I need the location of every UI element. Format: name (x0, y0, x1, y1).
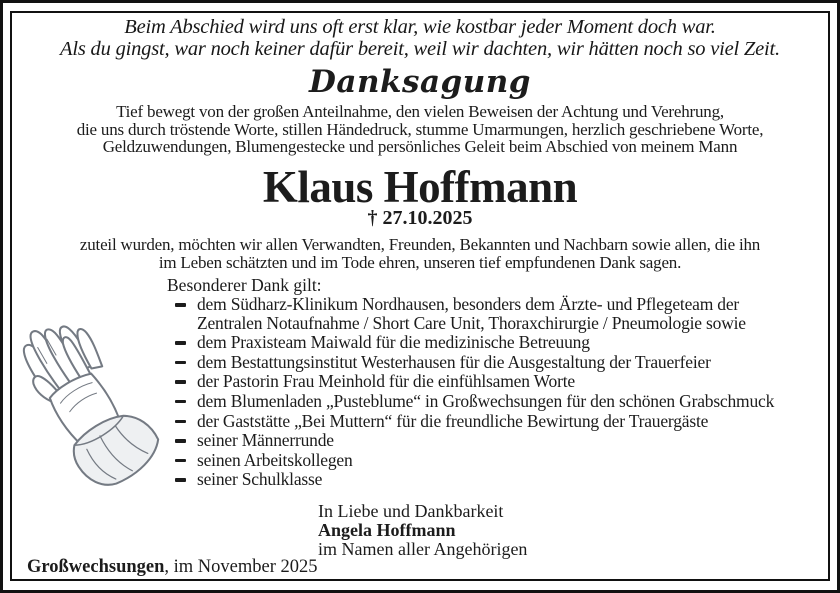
dash-bullet-icon (175, 303, 186, 307)
thanks-item (175, 470, 805, 489)
thanks-item-text: dem Blumenladen „Pusteblume“ in Großwechsungen für den schönen Grabschmuck (197, 390, 775, 411)
thanks-item-text: der Pastorin Frau Meinhold für die einfühlsamen Worte (197, 371, 575, 392)
thanks-item (175, 372, 805, 391)
dash-bullet-icon (175, 439, 186, 443)
signature-line-2: im Namen aller Angehörigen (318, 538, 528, 559)
thanks-item (175, 412, 805, 431)
verse-line-1: Beim Abschied wird uns oft erst klar, wie kostbar jeder Moment doch war. (124, 16, 716, 38)
special-thanks-heading: Besonderer Dank gilt: (167, 275, 322, 295)
intro-paragraph (0, 103, 840, 156)
dash-bullet-icon (175, 420, 186, 424)
place-date-line (27, 557, 318, 578)
dash-bullet-icon (175, 380, 186, 384)
intro-line-2: die uns durch tröstende Worte, stillen Händedruck, stumme Umarmungen, herzlich geschriebene Worte, (76, 119, 764, 139)
thanks-item-text: dem Bestattungsinstitut Westerhausen für die Ausgestaltung der Trauerfeier (197, 351, 711, 372)
special-thanks-list (175, 295, 805, 490)
thanks-item-text: der Gaststätte „Bei Muttern“ für die freundliche Bewirtung der Trauergäste (197, 410, 709, 431)
thanks-item (175, 333, 805, 352)
dash-bullet-icon (175, 341, 186, 345)
thanks-item-text: seiner Männerrunde (197, 430, 334, 451)
thanks-item (175, 392, 805, 411)
thanks-item (175, 431, 805, 450)
intro-line-1: Tief bewegt von der großen Anteilnahme, den vielen Beweisen der Achtung und Verehrung, (116, 102, 724, 121)
verse-line-2: Als du gingst, war noch keiner dafür bereit, weil wir dachten, wir hätten noch so viel Zeit. (60, 38, 780, 60)
danksagung-heading: Danksagung (309, 64, 531, 100)
memorial-verse (0, 16, 840, 60)
thanks-item-text: dem Praxisteam Maiwald für die medizinische Betreuung (197, 332, 590, 353)
signature-name: Angela Hoffmann (318, 519, 456, 540)
thanks-item (175, 353, 805, 372)
thanks-item (175, 451, 805, 470)
thanks-item (175, 295, 805, 332)
praying-hands-image (16, 280, 172, 492)
dash-bullet-icon (175, 478, 186, 482)
dash-bullet-icon (175, 459, 186, 463)
gratitude-line-2: im Leben schätzten und im Tode ehren, unseren tief empfundenen Dank sagen. (158, 252, 682, 272)
thanks-item-text: seinen Arbeitskollegen (197, 449, 353, 470)
dash-bullet-icon (175, 400, 186, 404)
thanks-item-text: dem Südharz-Klinikum Nordhausen, besonders dem Ärzte- und Pflegeteam der Zentralen Notaufnahme / Short Care Unit, Thoraxchirurgie / Pneumologie sowie (197, 294, 746, 333)
city-name: Großwechsungen (27, 557, 165, 577)
gratitude-paragraph (0, 236, 840, 271)
signature-line-1: In Liebe und Dankbarkeit (318, 501, 504, 521)
signature-block (318, 502, 527, 558)
gratitude-line-1: zuteil wurden, möchten wir allen Verwandten, Freunden, Bekannten und Nachbarn sowie allen, die ihn (79, 235, 761, 254)
dash-bullet-icon (175, 361, 186, 365)
intro-line-3: Geldzuwendungen, Blumengestecke und persönliches Geleit beim Abschied von meinem Mann (102, 137, 738, 157)
thanks-item-text: seiner Schulklasse (197, 469, 323, 490)
death-date: † 27.10.2025 (367, 207, 473, 229)
date-text: , im November 2025 (164, 557, 318, 577)
deceased-name: Klaus Hoffmann (262, 162, 578, 212)
